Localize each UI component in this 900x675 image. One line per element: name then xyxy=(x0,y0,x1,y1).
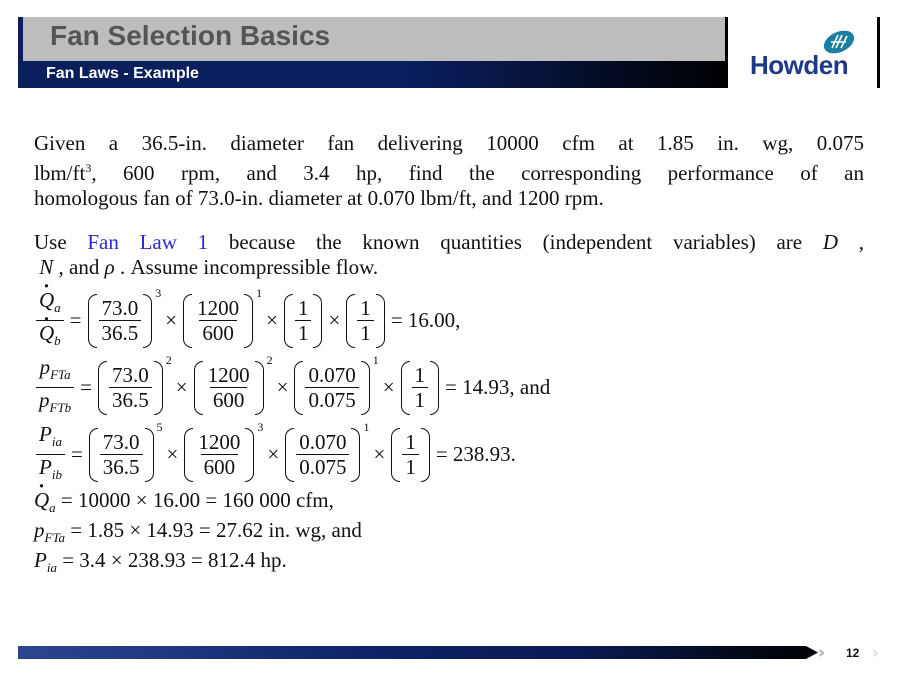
denominator: 1 xyxy=(412,387,429,412)
p-b: p xyxy=(39,388,50,412)
times-sign: × xyxy=(165,308,178,332)
numerator: 1200 xyxy=(198,430,241,454)
subscript: FTa xyxy=(50,367,71,382)
chevron-right-icon: › xyxy=(818,643,826,663)
subscript: FTa xyxy=(44,530,65,545)
subscript: ia xyxy=(51,434,62,449)
term xyxy=(391,428,430,482)
result-flow xyxy=(34,488,334,516)
term xyxy=(98,361,163,415)
equation-result: = 16.00, xyxy=(390,308,461,332)
denominator: 1 xyxy=(402,454,419,479)
result-expression: = 3.4 × 238.93 = 812.4 hp. xyxy=(56,548,287,572)
exponent: 3 xyxy=(257,420,264,434)
numerator: 73.0 xyxy=(101,296,139,320)
q-dot-b: · Q xyxy=(39,321,54,345)
variable-rho: ρ xyxy=(104,255,115,279)
exponent: 2 xyxy=(165,353,172,367)
method-text: . Assume incompressible flow. xyxy=(114,255,379,279)
denominator: 36.5 xyxy=(100,454,143,479)
result-variable: · Q xyxy=(34,488,49,513)
term xyxy=(88,294,153,348)
denominator: 1 xyxy=(295,320,312,345)
problem-statement xyxy=(34,131,864,211)
problem-line-1: Given a 36.5-in. diameter fan delivering 10000 cfm at 1.85 in. wg, 0.075 xyxy=(34,131,864,155)
term xyxy=(89,428,154,482)
punct: , xyxy=(838,230,864,254)
subscript: ib xyxy=(51,467,62,482)
exponent: 3 xyxy=(85,161,92,175)
numerator: 73.0 xyxy=(112,363,149,387)
problem-line-3: homologous fan of 73.0-in. diameter at 0.070 lbm/ft, and 1200 rpm. xyxy=(34,186,604,210)
times-sign: × xyxy=(276,375,289,399)
variable-d: D xyxy=(822,230,839,254)
denominator: 36.5 xyxy=(109,387,152,412)
term xyxy=(285,428,360,482)
slide-subtitle: Fan Laws - Example xyxy=(46,65,199,82)
variable-n: N xyxy=(39,255,54,279)
numerator: 0.070 xyxy=(308,363,356,387)
term xyxy=(184,428,254,482)
term xyxy=(346,294,385,348)
method-text: because the known quantities (independent variables) are xyxy=(208,230,823,254)
title-band xyxy=(18,17,728,61)
exponent: 5 xyxy=(156,420,163,434)
numerator: 1 xyxy=(297,296,309,320)
numerator: 73.0 xyxy=(102,430,140,454)
p-ia: P xyxy=(39,422,52,446)
numerator: 1200 xyxy=(207,363,250,387)
denominator: 600 xyxy=(199,320,237,345)
method-text: Use xyxy=(34,230,88,254)
result-expression: = 10000 × 16.00 = 160 000 cfm, xyxy=(55,488,334,512)
howden-logo xyxy=(748,28,860,84)
slide-title: Fan Selection Basics xyxy=(50,20,331,51)
numerator: 1 xyxy=(360,296,371,320)
q-dot-a: · Q xyxy=(39,288,54,312)
logo-wordmark: Howden xyxy=(750,50,849,80)
lhs-fraction xyxy=(36,288,64,353)
times-sign: × xyxy=(328,308,341,332)
method-statement xyxy=(34,230,864,280)
denominator: 600 xyxy=(210,387,248,412)
equals-sign: = xyxy=(70,442,83,466)
subtitle-band xyxy=(18,61,728,88)
problem-line-2 xyxy=(34,156,864,186)
footer-bar xyxy=(18,646,818,659)
header-divider xyxy=(877,17,880,88)
result-expression: = 1.85 × 14.93 = 27.62 in. wg, and xyxy=(64,518,362,542)
equation-result: = 238.93. xyxy=(435,442,516,466)
term xyxy=(183,294,253,348)
method-line-1 xyxy=(34,230,864,255)
equation-power-ratio xyxy=(34,422,520,487)
method-line-2 xyxy=(34,255,864,280)
subscript: b xyxy=(54,333,61,348)
times-sign: × xyxy=(267,442,280,466)
numerator: 0.070 xyxy=(299,430,347,454)
subscript: FTb xyxy=(49,400,72,415)
subscript: a xyxy=(54,300,61,315)
denominator: 600 xyxy=(201,454,239,479)
exponent: 1 xyxy=(363,420,370,434)
numerator: 1200 xyxy=(197,296,240,320)
lhs-fraction xyxy=(36,355,74,420)
equals-sign: = xyxy=(80,375,93,399)
exponent: 2 xyxy=(266,353,273,367)
unit-text: lbm/ft xyxy=(34,161,86,185)
page-number: 12 xyxy=(846,646,860,660)
result-variable: p xyxy=(34,518,45,542)
fan-law-1-link[interactable]: Fan Law 1 xyxy=(87,230,209,254)
p-a: p xyxy=(39,355,51,379)
term xyxy=(294,361,369,415)
method-text: , and xyxy=(53,255,105,279)
term xyxy=(401,361,440,415)
equation-flow-ratio xyxy=(34,288,464,353)
times-sign: × xyxy=(373,442,386,466)
problem-text: , 600 rpm, and 3.4 hp, find the corresponding performance of an xyxy=(91,161,864,185)
result-power xyxy=(34,548,287,576)
next-chevron-icon[interactable]: › xyxy=(872,643,879,663)
denominator: 36.5 xyxy=(99,320,142,345)
p-ib: P xyxy=(39,455,52,479)
denominator: 0.075 xyxy=(305,387,358,412)
subscript: a xyxy=(49,500,56,515)
exponent: 1 xyxy=(372,353,379,367)
times-sign: × xyxy=(382,375,395,399)
term xyxy=(284,294,323,348)
times-sign: × xyxy=(166,442,179,466)
numerator: 1 xyxy=(405,430,416,454)
result-variable: P xyxy=(34,548,47,572)
equals-sign: = xyxy=(69,308,82,332)
denominator: 1 xyxy=(357,320,374,345)
denominator: 0.075 xyxy=(296,454,349,479)
equation-pressure-ratio xyxy=(34,355,554,420)
numerator: 1 xyxy=(414,363,426,387)
exponent: 1 xyxy=(256,286,263,300)
result-pressure xyxy=(34,518,362,546)
times-sign: × xyxy=(266,308,278,332)
exponent: 3 xyxy=(155,286,162,300)
times-sign: × xyxy=(175,375,188,399)
subscript: ia xyxy=(46,560,57,575)
term xyxy=(194,361,264,415)
equation-result: = 14.93, and xyxy=(445,375,551,399)
